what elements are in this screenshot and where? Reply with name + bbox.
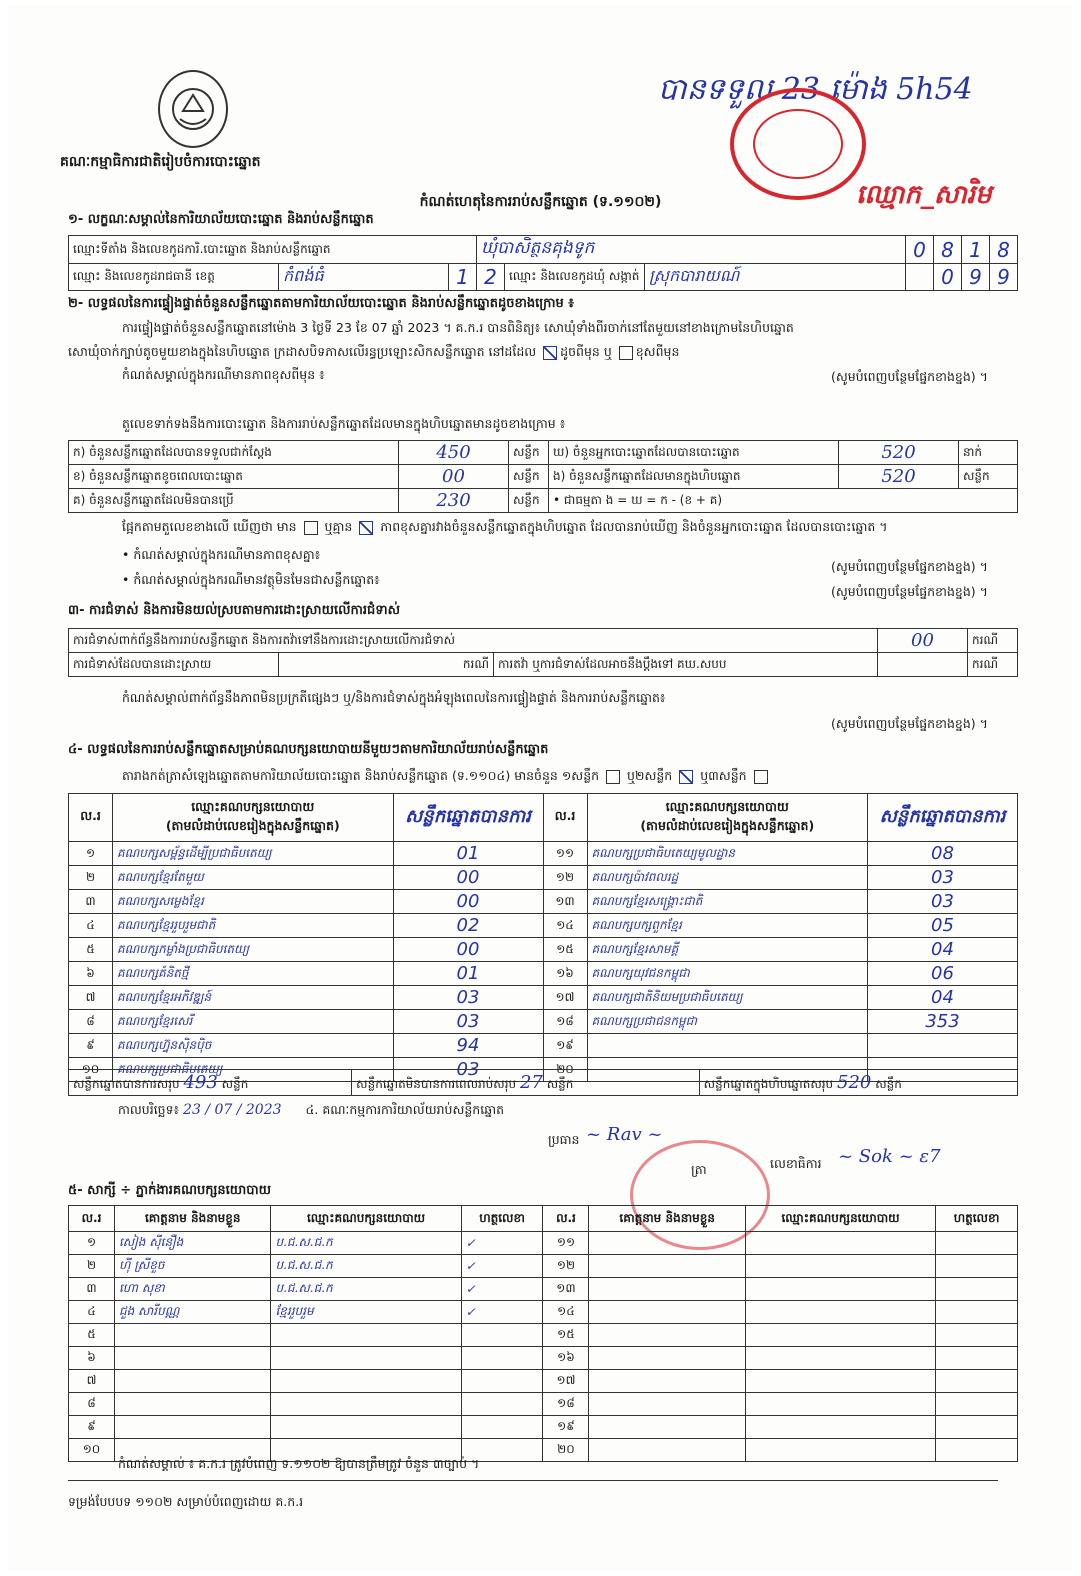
table-row [69, 1347, 1018, 1370]
witness-signature [936, 1416, 1018, 1439]
commune-code-digit [906, 264, 934, 291]
row-number: ១៤ [543, 914, 587, 938]
vote-count: 06 [868, 962, 1018, 986]
witness-name [589, 1324, 745, 1347]
row-number: ១៣ [543, 890, 587, 914]
witness-signature [936, 1393, 1018, 1416]
col-party: ឈ្មោះគណបក្សនយោបាយ [271, 1206, 461, 1232]
row-number: ២០ [543, 1058, 587, 1082]
witness-signature: ✓ [461, 1301, 543, 1324]
secretary-label: លេខាធិការ [770, 1156, 822, 1171]
vote-count: 03 [393, 1010, 543, 1034]
party-name: គណបក្សប៉ាវពលរដ្ឋ [587, 866, 868, 890]
date-label: កាលបរិច្ឆេទ៖ [118, 1102, 180, 1117]
witness-party [745, 1255, 935, 1278]
witness-signature [936, 1370, 1018, 1393]
chair-label: ប្រធាន [548, 1132, 580, 1147]
total-valid-unit: សន្លឹក [221, 1076, 249, 1091]
witness-signature [936, 1301, 1018, 1324]
col-party [587, 794, 868, 842]
row-number: ២ [69, 1255, 115, 1278]
witness-body [69, 1232, 1018, 1462]
total-box-cell [699, 1070, 1017, 1096]
difference-note-label: កំណត់សម្គាល់ក្នុងករណីមានភាពខុសពីមុន ៖ [122, 367, 325, 382]
witness-party [745, 1393, 935, 1416]
witness-name: ហោ សុខា [115, 1278, 271, 1301]
place-code-digit: 1 [962, 236, 990, 264]
objection-value: 00 [878, 629, 968, 653]
section5-heading: ៥- សាក្សី ÷ ភ្នាក់ងារគណបក្សនយោបាយ [68, 1183, 271, 1198]
formula-note: • ជាធម្មតា ង = ឃ = ក - (ខ + គ) [549, 489, 1018, 513]
vote-count: 00 [393, 938, 543, 962]
witness-party [745, 1278, 935, 1301]
place-code-digit: 8 [990, 236, 1018, 264]
total-invalid-unit: សន្លឹក [546, 1076, 574, 1091]
table-row [69, 1232, 1018, 1255]
witness-signature [936, 1347, 1018, 1370]
col-sign: ហត្ថលេខា [461, 1206, 543, 1232]
objections-table [68, 628, 1018, 677]
station-info-table [68, 235, 1018, 291]
col-votes: សន្លឹកឆ្នោតបានការ [868, 794, 1018, 842]
row-number: ១ [69, 1232, 115, 1255]
col-party-sub: (តាមលំដាប់លេខរៀងក្នុងសន្លឹកឆ្នោត) [165, 817, 340, 833]
witness-name [589, 1255, 745, 1278]
resolved-unit: ករណី [279, 653, 494, 677]
total-valid-label: សន្លឹកឆ្នោតបានការសរុប [73, 1076, 180, 1091]
different-label: ខុសពីមុន [635, 344, 680, 359]
total-box-unit: សន្លឹក [875, 1076, 902, 1091]
total-valid-cell [69, 1070, 352, 1096]
province-value: កំពង់ធំ [279, 264, 449, 291]
witness-signature: ✓ [461, 1255, 543, 1278]
witness-signature [461, 1393, 543, 1416]
form-title: កំណត់ហេតុនៃការរាប់សន្លឹកឆ្នោត (ទ.១១០២) [419, 194, 662, 210]
three-sheet-checkbox[interactable] [754, 770, 768, 784]
vote-count: 00 [393, 866, 543, 890]
vote-count: 04 [868, 938, 1018, 962]
appeal-label: ការតវ៉ា ឬការជំទាស់ដែលអាចនឹងប្តឹងទៅ គឃ.សបប [494, 653, 878, 677]
row-number: ១៦ [543, 1347, 589, 1370]
witness-signature [936, 1324, 1018, 1347]
one-sheet-checkbox[interactable] [606, 770, 620, 784]
row-number: ១៤ [543, 1301, 589, 1324]
count-value: 520 [839, 465, 959, 489]
party-name: គណបក្សខ្មែរអភិវឌ្ឍន៍ [113, 986, 394, 1010]
witness-party: ខ្មែររួបរួម [271, 1301, 461, 1324]
row-number: ១៧ [543, 986, 587, 1010]
table-row [69, 890, 1018, 914]
row-number: ៦ [69, 962, 113, 986]
row-number: ១ [69, 842, 113, 866]
witness-name [589, 1278, 745, 1301]
row-number: ១៧ [543, 1370, 589, 1393]
col-party-title: ឈ្មោះគណបក្សនយោបាយ [191, 798, 315, 814]
col-no: ល.រ [69, 794, 113, 842]
compare-rest: ភាពខុសគ្នារវាងចំនួនសន្លឹកឆ្នោតក្នុងហិបឆ្នោត ដែលបានរាប់ឃើញ និងចំនួនអ្នកបោះឆ្នោត ដែលបានបោះឆ្នោត ។ [380, 519, 888, 534]
total-invalid-label: សន្លឹកឆ្នោតមិនបានការពេលរាប់សរុប [356, 1076, 517, 1091]
col-party-sub: (តាមលំដាប់លេខរៀងក្នុងសន្លឹកឆ្នោត) [640, 817, 815, 833]
total-invalid-value: 27 [519, 1071, 543, 1093]
section3-heading: ៣- ការជំទាស់ និងការមិនយល់ស្របតាមការដោះស្រាយលើការជំទាស់ [68, 603, 400, 618]
party-name: គណបក្សសម្ព័ន្ធដើម្បីប្រជាធិបតេយ្យ [113, 842, 394, 866]
nec-emblem-icon [158, 70, 228, 148]
table-row [69, 938, 1018, 962]
witness-party: ប.ជ.ស.ជ.ក [271, 1232, 461, 1255]
date-line [118, 1102, 504, 1121]
objection-label: ការជំទាស់ពាក់ព័ន្ធនឹងការរាប់សន្លឹកឆ្នោត និងការតវ៉ាទៅនឹងការដោះស្រាយលើការជំទាស់ [69, 629, 878, 653]
count-unit: សន្លឹក [509, 465, 549, 489]
vote-count: 353 [868, 1010, 1018, 1034]
row-number: ១៣ [543, 1278, 589, 1301]
place-code-digit: 0 [906, 236, 934, 264]
witness-signature [461, 1324, 543, 1347]
section4-heading: ៤- លទ្ធផលនៃការរាប់សន្លឹកឆ្នោតសម្រាប់គណបក្សនយោបាយនីមួយៗតាមការិយាល័យរាប់សន្លឹកឆ្នោត [68, 742, 549, 757]
results-table [68, 793, 1018, 1082]
witness-name [115, 1347, 271, 1370]
table-row [69, 1416, 1018, 1439]
witness-party [271, 1324, 461, 1347]
witness-signature [936, 1232, 1018, 1255]
col-name: គោត្តនាម និងនាមខ្លួន [115, 1206, 271, 1232]
table-row [69, 842, 1018, 866]
row-number: ១០ [69, 1058, 113, 1082]
irregularity-note: កំណត់សម្គាល់ពាក់ព័ន្ធនឹងភាពមិនប្រក្រតីផ្សេងៗ ឬ/និងការជំទាស់ក្នុងអំឡុងពេលនៃការផ្ទៀងផ្ទាត់ និងការរាប់សន្លឹកឆ្នោត៖ [122, 690, 666, 705]
party-name: គណបក្សសម្លេងខ្មែរ [113, 890, 394, 914]
has-difference-checkbox[interactable] [304, 521, 318, 535]
red-seal-icon [730, 88, 866, 200]
table-row [69, 1278, 1018, 1301]
row-number: ៦ [69, 1347, 115, 1370]
witness-party [745, 1324, 935, 1347]
mismatch-note: • កំណត់សម្គាល់ក្នុងករណីមានភាពខុសគ្នា៖ [122, 547, 321, 562]
table-row [69, 1324, 1018, 1347]
witness-name [115, 1324, 271, 1347]
chair-line [548, 1132, 580, 1151]
tally-sheet-line [122, 768, 771, 787]
table-row [69, 866, 1018, 890]
same-label: ដូចពីមុន [560, 344, 600, 359]
table-row [69, 1301, 1018, 1324]
commune-code-digit: 9 [962, 264, 990, 291]
witness-name [589, 1370, 745, 1393]
fill-more-note: (សូមបំពេញបន្ថែមផ្នែកខាងខ្នង) ។ [831, 559, 988, 574]
witness-party [271, 1393, 461, 1416]
witness-table [68, 1205, 1018, 1462]
witness-name: ហ៊ី ស្រីខួច [115, 1255, 271, 1278]
commune-label: ឈ្មោះ និងលេខកូដឃុំ សង្កាត់ [505, 264, 645, 291]
row-number: ១២ [543, 866, 587, 890]
compare-line [122, 519, 888, 538]
col-name: គោត្តនាម និងនាមខ្លួន [589, 1206, 745, 1232]
party-name: គណបក្សប្រជាជនកម្ពុជា [587, 1010, 868, 1034]
resolved-label: ការជំទាស់ដែលបានដោះស្រាយ [69, 653, 279, 677]
witness-signature [461, 1347, 543, 1370]
chair-signature: ~ Rav ~ [586, 1124, 663, 1145]
count-value: 230 [399, 489, 509, 513]
row-number: ៩ [69, 1034, 113, 1058]
row-number: ១៩ [543, 1416, 589, 1439]
row-number: ២ [69, 866, 113, 890]
witness-signature [461, 1370, 543, 1393]
row-number: ៥ [69, 1324, 115, 1347]
party-name: គណបក្សកម្លាំងប្រជាធិបតេយ្យ [113, 938, 394, 962]
compare-text: ផ្អែកតាមតួលេខខាងលើ ឃើញថា មាន [122, 519, 297, 534]
committee-label: ៤. គណៈកម្មការការិយាល័យរាប់សន្លឹកឆ្នោត [305, 1102, 505, 1117]
witness-party [745, 1439, 935, 1462]
total-valid-value: 493 [183, 1071, 218, 1093]
vote-count: 00 [393, 890, 543, 914]
date-value: 23 / 07 / 2023 [183, 1102, 282, 1118]
witness-signature [936, 1278, 1018, 1301]
witness-name [589, 1416, 745, 1439]
table-row [69, 1034, 1018, 1058]
seal-paragraph-text: សោឃុំចាក់ក្បាប់តូចមួយខាងក្នុងនៃហិបឆ្នោត ក្រដាសបិទភាសលើរន្ធប្រឡោះសិកសន្លឹកឆ្នោត នៅដដែល [68, 344, 537, 359]
party-name: គណបក្សខ្មែរសង្គ្រោះជាតិ [587, 890, 868, 914]
witness-name [589, 1232, 745, 1255]
count-unit: នាក់ [959, 441, 1018, 465]
red-signature: ឈ្មោក_សារិម [856, 180, 992, 210]
stamp-label: ត្រា [691, 1162, 707, 1177]
count-unit: សន្លឹក [959, 465, 1018, 489]
secretary-signature: ~ Sok ~ ɛ7 [838, 1146, 941, 1167]
place-label: ឈ្មោះទីតាំង និងលេខកូដការិ.បោះឆ្នោត និងរាប់សន្លឹកឆ្នោត [69, 236, 477, 264]
table-row [69, 1393, 1018, 1416]
appeal-value [878, 653, 968, 677]
row-number: ៧ [69, 1370, 115, 1393]
vote-count: 03 [393, 1058, 543, 1082]
witness-party [271, 1370, 461, 1393]
province-code-digit: 1 [449, 264, 477, 291]
row-number: ៣ [69, 1278, 115, 1301]
commune-code-digit: 0 [934, 264, 962, 291]
ballot-count-form [8, 6, 1073, 1570]
witness-signature [461, 1416, 543, 1439]
party-name: គណបក្សខ្មែរតែមួយ [113, 866, 394, 890]
party-name: គណបក្សប្រជាធិបតេយ្យ [113, 1058, 394, 1082]
witness-party [745, 1232, 935, 1255]
row-number: ១៥ [543, 1324, 589, 1347]
witness-name [589, 1439, 745, 1462]
footer-divider [68, 1480, 998, 1481]
party-name [587, 1034, 868, 1058]
witness-name [115, 1370, 271, 1393]
no-difference-checkbox[interactable] [359, 521, 373, 535]
witness-signature: ✓ [461, 1278, 543, 1301]
table-row [69, 1010, 1018, 1034]
table-row [69, 914, 1018, 938]
party-name: គណបក្សខ្មែររួបរួមជាតិ [113, 914, 394, 938]
count-value: 520 [839, 441, 959, 465]
witness-name [589, 1393, 745, 1416]
witness-name [589, 1301, 745, 1324]
party-name: គណបក្សខ្មែរសេរី [113, 1010, 394, 1034]
seal-paragraph [68, 344, 679, 363]
total-invalid-cell [352, 1070, 700, 1096]
table-row [69, 986, 1018, 1010]
count-value: 00 [399, 465, 509, 489]
vote-count: 02 [393, 914, 543, 938]
row-number: ១៥ [543, 938, 587, 962]
col-no: ល.រ [543, 794, 587, 842]
totals-table [68, 1069, 1018, 1096]
row-number: ១៨ [543, 1010, 587, 1034]
col-no: ល.រ [543, 1206, 589, 1232]
col-party-title: ឈ្មោះគណបក្សនយោបាយ [665, 798, 789, 814]
table-row [69, 1370, 1018, 1393]
row-number: ៤ [69, 914, 113, 938]
row-number: ២០ [543, 1439, 589, 1462]
count-value: 450 [399, 441, 509, 465]
total-box-label: សន្លឹកឆ្នោតក្នុងហិបឆ្នោតសរុប [703, 1076, 834, 1091]
compare-no-label: ឬគ្មាន [324, 519, 353, 534]
col-sign: ហត្ថលេខា [936, 1206, 1018, 1232]
fill-more-note: (សូមបំពេញបន្ថែមផ្នែកខាងខ្នង) ។ [831, 716, 988, 731]
place-value: ឃុំបាសិត្ថនគុងទូក [477, 236, 906, 264]
count-label: ខ) ចំនួនសន្លឹកឆ្នោតខូចពេលបោះឆ្នោត [69, 465, 399, 489]
vote-count: 03 [868, 866, 1018, 890]
witness-party [271, 1347, 461, 1370]
vote-count: 05 [868, 914, 1018, 938]
row-number: ១៦ [543, 962, 587, 986]
row-number: ៤ [69, 1301, 115, 1324]
verification-paragraph: ការផ្ទៀងផ្ទាត់ចំនួនសន្លឹកឆ្នោតនៅម៉ោង 3 ថ្ងៃទី 23 ខែ 07 ឆ្នាំ 2023 ។ គ.ក.រ បានពិនិត្យ៖ សោឃុំទាំងពីរចាក់នៅតែមួយនៅខាងក្រោមនៃហិបឆ្នោត [122, 320, 794, 335]
appeal-unit: ករណី [968, 653, 1018, 677]
witness-signature: ✓ [461, 1232, 543, 1255]
commune-code-digit: 9 [990, 264, 1018, 291]
row-number: ៣ [69, 890, 113, 914]
party-name: គណបក្សខ្មែរសាមគ្គី [587, 938, 868, 962]
count-unit: សន្លឹក [509, 489, 549, 513]
witness-party [745, 1301, 935, 1324]
vote-count: 01 [393, 962, 543, 986]
party-name: គណបក្សហ្វ៊ុនស៊ិនប៉ិច [113, 1034, 394, 1058]
row-number: ១១ [543, 842, 587, 866]
total-box-value: 520 [837, 1071, 872, 1093]
vote-count: 94 [393, 1034, 543, 1058]
row-number: ១១ [543, 1232, 589, 1255]
row-number: ១២ [543, 1255, 589, 1278]
party-name: គណបក្សប្រជាធិបតេយ្យមូលដ្ឋាន [587, 842, 868, 866]
row-number: ៨ [69, 1393, 115, 1416]
row-number: ១០ [69, 1439, 115, 1462]
counts-intro: តួលេខទាក់ទងនឹងការបោះឆ្នោត និងការរាប់សន្លឹកឆ្នោតដែលមានក្នុងហិបឆ្នោតមានដូចខាងក្រោម ៖ [122, 416, 566, 431]
row-number: ៥ [69, 938, 113, 962]
witness-signature [936, 1439, 1018, 1462]
or-label: ឬ [603, 344, 612, 359]
tally-intro: តារាងកត់ត្រាសំឡេងឆ្នោតតាមការិយាល័យបោះឆ្នោត និងរាប់សន្លឹកឆ្នោត (ទ.១១០៤) មានចំនួន ១សន្លឹក [122, 768, 600, 783]
row-number: ១៨ [543, 1393, 589, 1416]
table-row [69, 962, 1018, 986]
witness-party [745, 1416, 935, 1439]
section2-heading: ២- លទ្ធផលនៃការផ្ទៀងផ្ទាត់ចំនួនសន្លឹកឆ្នោតតាមការិយាល័យបោះឆ្នោត និងរាប់សន្លឹកឆ្នោតដូចខាងក្រោម ៖ [68, 296, 574, 311]
different-checkbox[interactable] [619, 346, 633, 360]
vote-count: 01 [393, 842, 543, 866]
province-label: ឈ្មោះ និងលេខកូដរាជធានី ខេត្ត [69, 264, 279, 291]
col-no: ល.រ [69, 1206, 115, 1232]
objection-unit: ករណី [968, 629, 1018, 653]
witness-party: ប.ជ.ស.ជ.ក [271, 1255, 461, 1278]
vote-count: 03 [393, 986, 543, 1010]
count-label: គ) ចំនួនសន្លឹកឆ្នោតដែលមិនបានប្រើ [69, 489, 399, 513]
secretary-line [770, 1156, 822, 1175]
results-body [69, 842, 1018, 1082]
party-name: គណបក្សគំនិតថ្មី [113, 962, 394, 986]
count-label: ង) ចំនួនសន្លឹកឆ្នោតដែលមានក្នុងហិបឆ្នោត [549, 465, 839, 489]
witness-party [745, 1347, 935, 1370]
footnote: កំណត់សម្គាល់ ៖ គ.ក.រ ត្រូវបំពេញ ទ.១១០២ ឱ្យបានត្រឹមត្រូវ ចំនួន ៣ច្បាប់ ។ [118, 1456, 480, 1471]
col-votes: សន្លឹកឆ្នោតបានការ [393, 794, 543, 842]
three-sheet-label: ឬ៣សន្លឹក [700, 768, 747, 783]
party-name: គណបក្សជាតិនិយមប្រជាធិបតេយ្យ [587, 986, 868, 1010]
count-label: ឃ) ចំនួនអ្នកបោះឆ្នោតដែលបានបោះឆ្នោត [549, 441, 839, 465]
count-unit: សន្លឹក [509, 441, 549, 465]
nonballot-note: • កំណត់សម្គាល់ក្នុងករណីមានវត្ថុមិនមែនជាសន្លឹកឆ្នោត៖ [122, 572, 380, 587]
fill-more-note: (សូមបំពេញបន្ថែមផ្នែកខាងខ្នង) ។ [831, 584, 988, 599]
row-number: ៧ [69, 986, 113, 1010]
place-code-digit: 8 [934, 236, 962, 264]
form-footer: ទម្រង់បែបបទ ១១០២ សម្រាប់បំពេញដោយ គ.ក.រ [68, 1494, 304, 1509]
party-name: គណបក្សយុវជនកម្ពុជា [587, 962, 868, 986]
col-party [113, 794, 394, 842]
witness-name: សៀង ស៊ីនឿង [115, 1232, 271, 1255]
province-code-digit: 2 [477, 264, 505, 291]
witness-name [115, 1416, 271, 1439]
row-number: ៩ [69, 1416, 115, 1439]
commune-value: ស្រុកបារាយណ៍ [645, 264, 906, 291]
two-sheet-label: ឬ២សន្លឹក [627, 768, 673, 783]
count-label: ក) ចំនួនសន្លឹកឆ្នោតដែលបានទទួលជាក់ស្តែង [69, 441, 399, 465]
fill-more-note: (សូមបំពេញបន្ថែមផ្នែកខាងខ្នង) ។ [831, 369, 988, 384]
organization-name: គណៈកម្មាធិការជាតិរៀបចំការបោះឆ្នោត [60, 154, 261, 170]
vote-count: 04 [868, 986, 1018, 1010]
witness-party [745, 1370, 935, 1393]
witness-name [115, 1393, 271, 1416]
witness-signature [936, 1255, 1018, 1278]
table-row [69, 1255, 1018, 1278]
same-checkbox[interactable] [543, 346, 557, 360]
counts-table [68, 440, 1018, 513]
witness-name [589, 1347, 745, 1370]
col-party: ឈ្មោះគណបក្សនយោបាយ [745, 1206, 935, 1232]
vote-count: 08 [868, 842, 1018, 866]
received-note: បានទទួល 23 ម៉ោង 5h54 [658, 72, 973, 107]
row-number: ៨ [69, 1010, 113, 1034]
vote-count [868, 1034, 1018, 1058]
vote-count: 03 [868, 890, 1018, 914]
party-name: គណបក្សបក្សពួកខ្មែរ [587, 914, 868, 938]
witness-name: ជួង សារីបណ្ណ [115, 1301, 271, 1324]
witness-party [271, 1416, 461, 1439]
row-number: ១៩ [543, 1034, 587, 1058]
section1-heading: ១- លក្ខណៈសម្គាល់នៃការិយាល័យបោះឆ្នោត និងរាប់សន្លឹកឆ្នោត [68, 212, 374, 227]
two-sheet-checkbox[interactable] [679, 770, 693, 784]
witness-party: ប.ជ.ស.ជ.ក [271, 1278, 461, 1301]
